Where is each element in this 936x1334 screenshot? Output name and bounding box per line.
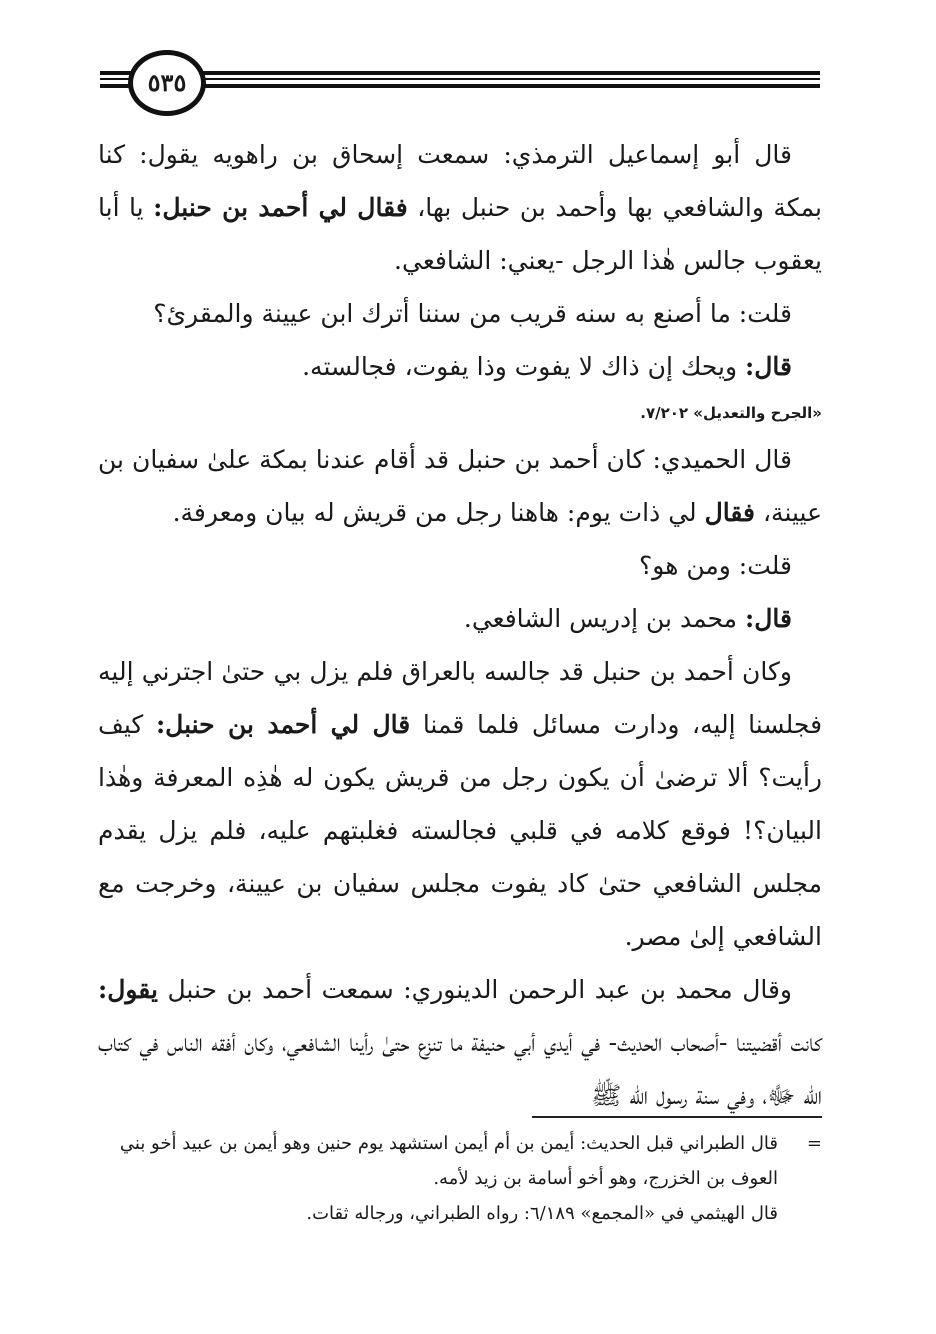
footnotes [98, 1126, 822, 1231]
paragraph: قال أبو إسماعيل الترمذي: سمعت إسحاق بن راهويه يقول: كنا بمكة والشافعي بها وأحمد بن حنبل بها، فقال لي أحمد بن حنبل: يا أبا يعقوب جالس هٰذا الرجل -يعني: الشافعي. [98, 140, 823, 275]
paragraph: قال: محمد بن إدريس الشافعي. [463, 604, 792, 633]
paragraph: وكان أحمد بن حنبل قد جالسه بالعراق فلم يزل بي حتىٰ اجترني إليه فجلسنا إليه، ودارت مسائل فلما قمنا قال لي أحمد بن حنبل: كيف رأيت؟ ألا ترضىٰ أن يكون رجل من قريش يكون له هٰذِه المعرفة وهٰذا البيان؟! فوقع كلامه في قلبي فجالسته فغلبتهم عليه، فلم يزل يقدم مجلس الشافعي حتىٰ كاد يفوت مجلس سفيان بن عيينة، وخرجت مع الشافعي إلىٰ مصر. [98, 657, 823, 951]
page-number: ٥٣٥ [128, 50, 206, 116]
footnote: قال الهيثمي في «المجمع» ٦/١٨٩: رواه الطبراني، ورجاله ثقات. [306, 1203, 778, 1224]
paragraph: قلت: ما أصنع به سنه قريب من سننا أترك ابن عيينة والمقرئ؟ [153, 299, 792, 328]
citation: «الجرح والتعديل» ٧/٢٠٢. [640, 404, 822, 422]
footnote: = قال الطبراني قبل الحديث: أيمن بن أم أيمن استشهد يوم حنين وهو أيمن بن عبيد أخو بني العوف بن الخزرج، وهو أخو أسامة بن زيد لأمه. [98, 1126, 822, 1196]
header-rule [100, 78, 820, 80]
header-rule [100, 71, 820, 75]
paragraph: قال: ويحك إن ذاك لا يفوت وذا يفوت، فجالسته. [302, 352, 792, 381]
paragraph: وقال محمد بن عبد الرحمن الدينوري: سمعت أحمد بن حنبل يقول: كانت أقضيتنا -أصحاب الحديث- في أيدي أبي حنيفة ما تنزع حتىٰ رأينا الشافعي، وكان أفقه الناس في كتاب الله ﷻ، وفي سنة رسول الله ﷺ [98, 975, 822, 1110]
paragraph: قال الحميدي: كان أحمد بن حنبل قد أقام عندنا بمكة علىٰ سفيان بن عيينة، فقال لي ذات يوم: هاهنا رجل من قريش له بيان ومعرفة. [98, 445, 822, 527]
header-rule [100, 84, 820, 88]
page-header [0, 0, 936, 130]
footnote-separator [532, 1116, 822, 1118]
footnote-continuation-mark: = [806, 1133, 822, 1154]
paragraph: قلت: ومن هو؟ [639, 551, 792, 580]
main-text [98, 128, 822, 1122]
